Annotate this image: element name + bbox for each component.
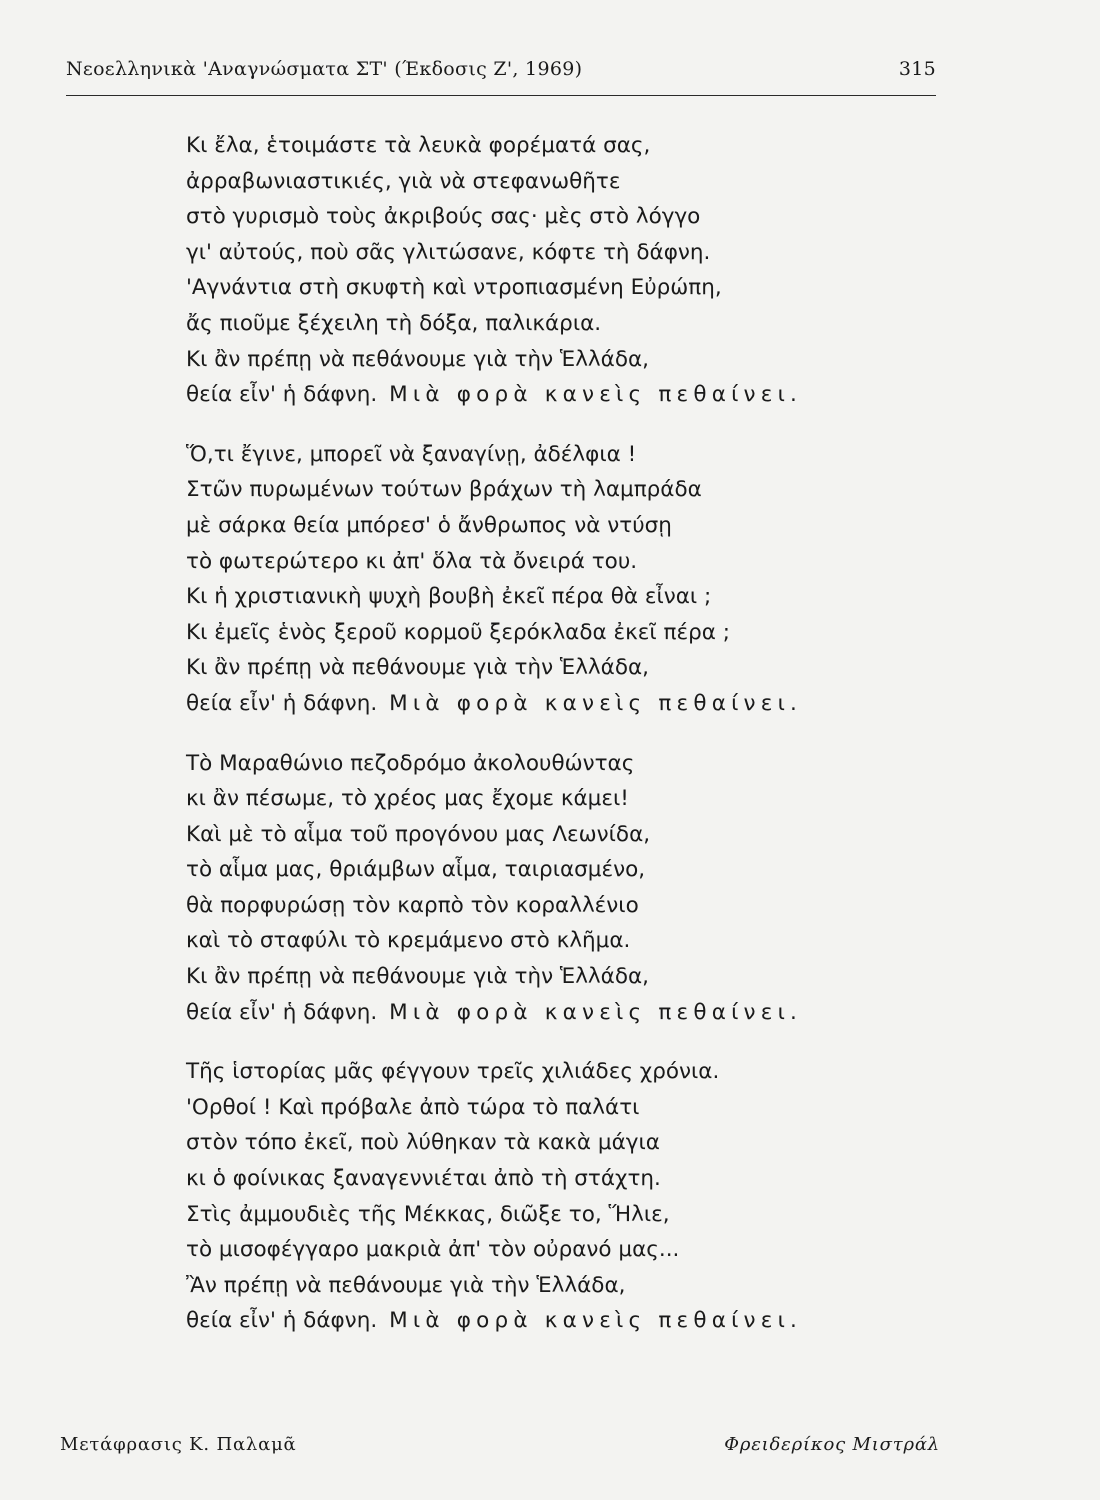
- page-number: 315: [898, 58, 936, 80]
- refrain-line: [186, 686, 966, 722]
- translator-credit: Μετάφρασις Κ. Παλαμᾶ: [60, 1434, 297, 1455]
- poem-line: Κι ἂν πρέπῃ νὰ πεθάνουμε γιὰ τὴν Ἑλλάδα,: [186, 346, 649, 372]
- poem-line: Καὶ μὲ τὸ αἷμα τοῦ προγόνου μας Λεωνίδα,: [186, 821, 651, 847]
- poem-line: Στὶς ἀμμουδιὲς τῆς Μέκκας, διῶξε το, Ἥλιε,: [186, 1201, 670, 1227]
- refrain-start: θεία εἶν' ἡ δάφνη.: [186, 690, 378, 716]
- refrain-start: θεία εἶν' ἡ δάφνη.: [186, 382, 378, 408]
- poem-line: Κι ἐμεῖς ἑνὸς ξεροῦ κορμοῦ ξερόκλαδα ἐκεῖ πέρα ;: [186, 619, 730, 645]
- poem-line: θὰ πορφυρώσῃ τὸν καρπὸ τὸν κοραλλένιο: [186, 892, 639, 918]
- poem-line: καὶ τὸ σταφύλι τὸ κρεμάμενο στὸ κλῆμα.: [186, 928, 631, 954]
- poem-line: Κι ἂν πρέπῃ νὰ πεθάνουμε γιὰ τὴν Ἑλλάδα,: [186, 655, 649, 681]
- poem-line: Κι ἂν πρέπῃ νὰ πεθάνουμε γιὰ τὴν Ἑλλάδα,: [186, 964, 649, 990]
- poem-line: 'Ορθοί ! Καὶ πρόβαλε ἀπὸ τώρα τὸ παλάτι: [186, 1094, 640, 1120]
- author-credit: Φρειδερίκος Μιστράλ: [724, 1434, 940, 1455]
- refrain-spaced: Μιὰ φορὰ κανεὶς πεθαίνει.: [389, 690, 803, 716]
- refrain-spaced: Μιὰ φορὰ κανεὶς πεθαίνει.: [389, 1308, 803, 1334]
- poem-line: Τὸ Μαραθώνιο πεζοδρόμο ἀκολουθώντας: [186, 750, 635, 776]
- poem-line: Κι ἡ χριστιανικὴ ψυχὴ βουβὴ ἐκεῖ πέρα θὰ εἶναι ;: [186, 584, 712, 610]
- refrain-line: [186, 377, 966, 413]
- refrain-line: [186, 995, 966, 1031]
- running-head: [66, 58, 936, 80]
- book-title: Νεοελληνικὰ 'Αναγνώσματα ΣΤ' (Έκδοσις Ζ', 1969): [66, 58, 583, 80]
- poem-line: γι' αὐτούς, ποὺ σᾶς γλιτώσανε, κόφτε τὴ δάφνη.: [186, 239, 711, 265]
- poem-line: μὲ σάρκα θεία μπόρεσ' ὁ ἄνθρωπος νὰ ντύσῃ: [186, 512, 672, 538]
- poem-line: Τῆς ἱστορίας μᾶς φέγγουν τρεῖς χιλιάδες χρόνια.: [186, 1059, 720, 1085]
- poem-line: τὸ φωτερώτερο κι ἀπ' ὅλα τὰ ὄνειρά του.: [186, 548, 638, 574]
- poem-line: Κι ἔλα, ἑτοιμάστε τὰ λευκὰ φορέματά σας,: [186, 133, 651, 158]
- poem-line: 'Αγνάντια στὴ σκυφτὴ καὶ ντροπιασμένη Εὐρώπη,: [186, 275, 722, 301]
- stanza-2: [186, 437, 966, 722]
- stanza-4: [186, 1054, 966, 1339]
- refrain-line: [186, 1303, 966, 1339]
- refrain-start: θεία εἶν' ἡ δάφνη.: [186, 999, 378, 1025]
- poem-line: τὸ αἷμα μας, θριάμβων αἷμα, ταιριασμένο,: [186, 857, 646, 883]
- poem-line: τὸ μισοφέγγαρο μακριὰ ἀπ' τὸν οὐρανό μας...: [186, 1237, 680, 1263]
- refrain-spaced: Μιὰ φορὰ κανεὶς πεθαίνει.: [389, 382, 803, 408]
- poem-line: ἄς πιοῦμε ξέχειλη τὴ δόξα, παλικάρια.: [186, 310, 602, 336]
- poem-line: Ἂν πρέπῃ νὰ πεθάνουμε γιὰ τὴν Ἑλλάδα,: [186, 1272, 626, 1298]
- header-rule: [66, 95, 936, 96]
- poem-line: κι ἂν πέσωμε, τὸ χρέος μας ἔχομε κάμει!: [186, 786, 629, 812]
- poem-line: ἀρραβωνιαστικιές, γιὰ νὰ στεφανωθῆτε: [186, 168, 621, 194]
- poem-line: στὸν τόπο ἐκεῖ, ποὺ λύθηκαν τὰ κακὰ μάγια: [186, 1130, 660, 1156]
- poem-line: Στῶν πυρωμένων τούτων βράχων τὴ λαμπράδα: [186, 477, 702, 503]
- poem-line: στὸ γυρισμὸ τοὺς ἀκριβούς σας· μὲς στὸ λόγγο: [186, 204, 701, 230]
- refrain-spaced: Μιὰ φορὰ κανεὶς πεθαίνει.: [389, 999, 803, 1025]
- stanza-1: [186, 128, 966, 413]
- poem-line: Ὅ,τι ἔγινε, μπορεῖ νὰ ξαναγίνῃ, ἀδέλφια !: [186, 441, 637, 467]
- refrain-start: θεία εἶν' ἡ δάφνη.: [186, 1308, 378, 1334]
- poem: [186, 128, 966, 1363]
- poem-line: κι ὁ φοίνικας ξαναγεννιέται ἀπὸ τὴ στάχτη.: [186, 1166, 661, 1192]
- stanza-3: [186, 746, 966, 1031]
